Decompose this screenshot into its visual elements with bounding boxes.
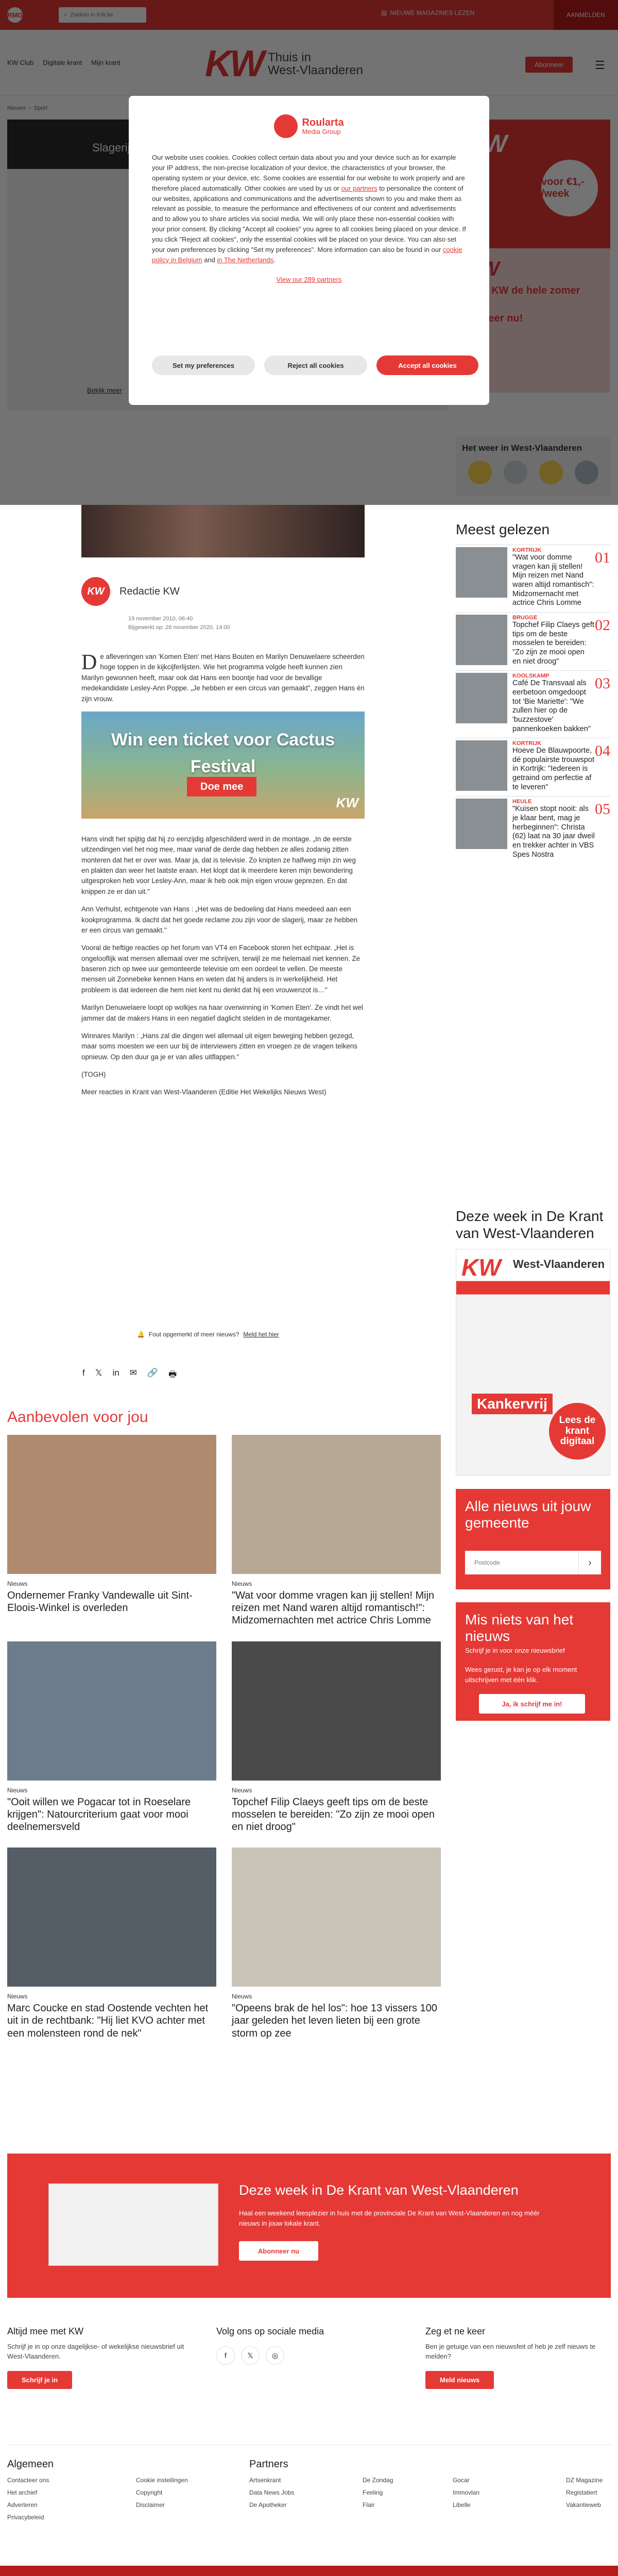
footer-link[interactable]: Gocar — [453, 2477, 470, 2484]
most-read-thumb — [456, 547, 507, 598]
footer-link[interactable]: Cookie instellingen — [136, 2477, 188, 2484]
most-read-headline[interactable]: Topchef Filip Claeys geft tips om de beste mosselen te bereiden: "Zo zijn ze mooi open en niet droog" — [512, 620, 594, 666]
footer-subscribe-button[interactable]: Schrijf je in — [7, 2371, 72, 2389]
dropcap: D — [81, 651, 97, 674]
most-read-location: BRUGGE — [512, 614, 538, 621]
footer-link[interactable]: Disclaimer — [136, 2501, 165, 2509]
promo-title: Deze week in De Krant van West-Vlaanderen — [239, 2182, 519, 2198]
most-read-item[interactable] — [456, 612, 610, 670]
footer-tip-title: Zeg et ne keer — [425, 2326, 486, 2336]
cookie-overlay[interactable] — [0, 0, 618, 505]
recommended-image — [7, 1848, 216, 1987]
footer-newsletter-text: Schrijf je in op onze dagelijkse- of wekelijkse nieuwsbrief uit West-Vlaanderen. — [7, 2343, 184, 2360]
recommended-image — [7, 1641, 216, 1781]
linkedin-icon[interactable]: in — [112, 1368, 119, 1378]
recommended-category: Nieuws — [232, 1993, 252, 2001]
report-link[interactable]: Meld het hier — [243, 1331, 279, 1338]
footer-link[interactable]: Feeling — [363, 2489, 383, 2496]
report-news-button[interactable]: Meld nieuws — [425, 2371, 494, 2389]
footer-link[interactable]: De Zondag — [363, 2477, 393, 2484]
paragraph: Marilyn Denuwelaere loopt op wolkjes na haar overwinning in 'Komen Eten'. Ze vindt het wel jammer dat de makers Hans in een negatief daglicht stelden in de montagekamer. — [81, 1004, 363, 1022]
modal-logo-name: Roularta — [302, 116, 344, 128]
recommended-headline[interactable]: Topchef Filip Claeys geeft tips om de beste mosselen te bereiden: "Zo zijn ze mooi open en niet droog" — [232, 1796, 435, 1833]
social-icons — [216, 2346, 402, 2365]
cookie-policy-be-link[interactable]: cookie policy in Belgium — [152, 245, 462, 264]
paragraph — [81, 652, 365, 704]
footer-link[interactable]: Artsenkrant — [249, 2477, 281, 2484]
cookie-text — [152, 152, 466, 265]
most-read-location: KOOLSKAMP — [512, 673, 550, 680]
most-read-thumb — [456, 615, 507, 665]
updated-date: Bijgewerkt op: 26 november 2020, 14:00 — [128, 624, 230, 631]
most-read-item[interactable] — [456, 545, 610, 612]
article-dates — [128, 615, 230, 632]
most-read-list — [456, 545, 610, 863]
postcode-placeholder: Postcode — [474, 1559, 501, 1566]
mail-icon[interactable]: ✉ — [129, 1368, 137, 1378]
footer-link[interactable]: Privacybeleid — [7, 2514, 44, 2521]
x-icon[interactable]: 𝕏 — [241, 2346, 260, 2365]
recommended-headline[interactable]: "Wat voor domme vragen kan jij stellen! Mijn reizen met Nand waren altijd romantisch!": Midzomernachten met actrice Chris Lomme — [232, 1590, 435, 1626]
bell-icon: 🔔 — [137, 1331, 145, 1338]
cookie-buttons — [152, 355, 478, 375]
link-icon[interactable]: 🔗 — [147, 1368, 159, 1378]
facebook-icon[interactable]: f — [82, 1368, 85, 1378]
footer-link[interactable]: Immovlan — [453, 2489, 480, 2496]
footer-link[interactable]: Registatiert — [566, 2489, 597, 2496]
cactus-festival-ad[interactable] — [81, 711, 365, 819]
most-read-headline[interactable]: "Kuisen stopt nooit: als je klaar bent, mag je herbeginnen": Christa (62) laat na 30 jaar dweil en trekker achter in VBS Spes Nostra — [512, 805, 595, 859]
recommended-card[interactable] — [232, 1435, 441, 1627]
footer-link[interactable]: Copyright — [136, 2489, 163, 2496]
footer-links — [7, 2445, 611, 2521]
recommended-image — [7, 1435, 216, 1574]
most-read-rank: 01 — [595, 549, 610, 566]
recommended-headline[interactable]: "Ooit willen we Pogacar tot in Roeselare krijgen": Natourcriterium gaat voor mooi deelnemersveld — [7, 1796, 191, 1833]
recommended-category: Nieuws — [7, 1786, 28, 1794]
cookie-text-part1: Our website uses cookies. Cookies collect certain data about you and your device such as for example your IP address, the non-precise localization of your device, the characteristics of your browser, the operating system or your device, etc. Some cookies are essential for our website to work properly and are therefore placed automatically. Other cookies are used by us or — [152, 154, 465, 192]
article-body — [81, 652, 365, 1105]
published-date: 19 november 2010, 06:40 — [128, 616, 193, 622]
recommended-card[interactable] — [7, 1641, 216, 1834]
vendors-link[interactable]: View our 289 partners — [276, 275, 342, 283]
most-read-headline[interactable]: Hoeve De Blauwpoorte, dé populairste trouwspot in Kortrijk: "Iedereen is getraind om perfectie af te leveren" — [512, 747, 595, 791]
most-read-item[interactable] — [456, 670, 610, 738]
footer-link[interactable]: DZ Magazine — [566, 2477, 603, 2484]
recommended-category: Nieuws — [232, 1580, 252, 1587]
modal-logo-sub: Media Group — [302, 127, 341, 135]
recommended-title: Aanbevolen voor jou — [7, 1409, 148, 1426]
most-read-location: HEULE — [512, 799, 532, 805]
paragraph: Hans vindt het spijtig dat hij zo eenzijdig afgeschilderd werd in de montage. „In de eerste uitzendingen viel het nog mee, maar vanaf de derde dag hebben ze alles zodanig zitten monteren dat het er over was. Maar ja, dat is televisie. Zo knipten ze halfweg mijn zin weg en plakten dan weer het laatste eraan. Het klopt dat ik meerdere keren mijn bewondering uitgesproken heb voor Lesley-Ann, maar ik heb ook mijn eigen vrouw geprezen. En dat knippen ze er dan uit." — [81, 835, 356, 895]
recommended-category: Nieuws — [7, 1993, 28, 2001]
footer-columns — [7, 2326, 611, 2389]
most-read-item[interactable] — [456, 796, 610, 863]
author-name[interactable]: Redactie KW — [119, 585, 180, 597]
paragraph: Meer reacties in Krant van West-Vlaanderen (Editie Het Wekelijks Nieuws West) — [81, 1088, 327, 1096]
recommended-image — [232, 1848, 441, 1987]
most-read-rank: 02 — [595, 616, 610, 634]
recommended-category: Nieuws — [7, 1580, 28, 1587]
article-hero-image — [81, 505, 365, 557]
promo-cover-image — [48, 2183, 218, 2266]
most-read-headline[interactable]: Café De Transvaal als eerbetoon omgedoopt tot 'Bie Mariette': "We zullen hier op de 'buzzestove' pannenkoeken bakken" — [512, 679, 591, 733]
recommended-card[interactable] — [232, 1641, 441, 1834]
most-read-rank: 05 — [595, 801, 610, 818]
footer-general-title: Algemeen — [7, 2459, 54, 2470]
footer-newsletter-title: Altijd mee met KW — [7, 2326, 84, 2336]
footer-newsletter — [7, 2326, 193, 2389]
footer-social — [216, 2326, 402, 2389]
cookie-text-part2: to personalize the content of our websites, applications and communications and the advertisements shown to you and make them as relevant as possible, to measure the performance and effectiveness of our content and advertisements and to allow you to share articles via social media. We will only place these non-essential cookies with your prior consent. By clicking "Accept all cookies" you agree to all cookies being placed on your device. If you click "Reject all cookies", only the essential cookies will be placed on your device. You can also set your own preferences by clicking "Set my preferences". More information can also be found in our — [152, 184, 466, 253]
recommended-headline[interactable]: Marc Coucke en stad Oostende vechten het uit in de rechtbank: "Hij liet KVO achter met een molensteen rond de nek" — [7, 2003, 209, 2039]
recommended-image — [232, 1435, 441, 1574]
roularta-logo-icon — [274, 114, 298, 138]
reject-all-button[interactable]: Reject all cookies — [264, 355, 367, 375]
cactus-ad-logo: KW — [336, 795, 358, 811]
cookie-modal — [129, 96, 489, 405]
cover-title: West-Vlaanderen — [513, 1258, 605, 1270]
most-read-thumb — [456, 740, 507, 791]
most-read-headline[interactable]: "Wat voor domme vragen kan jij stellen! Mijn reizen met Nand waren altijd romantisch": Midzomernacht met actrice Chris Lomme — [512, 553, 594, 607]
author-avatar: KW — [81, 577, 110, 606]
recommended-card[interactable] — [7, 1848, 216, 2040]
gemeente-title: Alle nieuws uit jouw gemeente — [465, 1498, 591, 1531]
newsletter-box — [456, 1602, 610, 1721]
paragraph: (TOGH) — [81, 1071, 106, 1078]
paragraph-text: e afleveringen van 'Komen Eten' met Hans Bouten en Marilyn Denuwelaere scheerden hoge toppen in de kijkcijferlijsten. Wie het programma volgde heeft kunnen zien Marilyn gewonnen heeft, maar ook dat Hans een boontje had voor de bevallige medekandidate Lesley-Ann Poppe. „Je hebben er een circus van gemaakt", zeggen Hans én zijn vrouw. — [81, 653, 365, 703]
accept-all-button[interactable]: Accept all cookies — [376, 355, 478, 375]
krant-cover[interactable] — [456, 1249, 610, 1476]
recommended-image — [232, 1641, 441, 1781]
author-block — [81, 577, 180, 606]
most-read-title: Meest gelezen — [456, 521, 550, 537]
cover-kw-logo: KW — [461, 1254, 501, 1281]
paragraph: Ann Verhulst, echtgenote van Hans : „Het was de bedoeling dat Hans meedeed aan een kookprogramma. Ik dacht dat het goede reclame zou zijn voor de slagerij, maar ze hebben er een circus van gemaakt." — [81, 905, 357, 934]
paragraph: Vooral de heftige reacties op het forum van VT4 en Facebook storen het echtpaar. „Het is ongelooflijk wat mensen allemaal over me schrijven, terwijl ze me helemaal niet kennen. Ze baseren zich op twee uur gemonteerde televisie om een oordeel te vellen. De meeste mensen uit Zonnebeke kennen Hans en weten dat hij anders is in werkelijkheid. Het probleem is dat iedereen die hem niet kent nu denkt dat hij een vrouwenzot is…" — [81, 944, 360, 994]
roularta-modal-logo — [152, 114, 466, 138]
most-read-thumb — [456, 673, 507, 723]
recommended-grid — [7, 1435, 441, 2040]
footer-link[interactable]: Adverteren — [7, 2501, 38, 2509]
bottom-bar — [0, 2566, 618, 2576]
recommended-headline[interactable]: "Opeens brak de hel los": hoe 13 vissers 100 jaar geleden het leven lieten bij een grote storm op zee — [232, 2003, 437, 2039]
cover-headline: Kankervrij — [472, 1394, 553, 1414]
newsletter-subtitle: Schrijf je in voor onze nieuwsbrief — [465, 1647, 565, 1655]
footer-link-grid — [7, 2477, 611, 2521]
krant-title: Deze week in De Krant van West-Vlaanderen — [456, 1208, 604, 1242]
report-text: Fout opgemerkt of meer nieuws? — [148, 1331, 239, 1338]
paragraph: Winnares Marilyn : „Hans zal die dingen wel allemaal uit eigen beweging hebben gezegd, maar soms moesten we een uur bij de interviewers zitten en vroegen ze de vragen telkens opnieuw. Op den duur ga je er van alles uitflappen." — [81, 1031, 357, 1061]
recommended-card[interactable] — [7, 1435, 216, 1627]
krant-promo — [7, 2154, 611, 2298]
footer-link[interactable]: Contacteer ons — [7, 2477, 49, 2484]
instagram-icon[interactable]: ◎ — [266, 2346, 284, 2365]
print-icon[interactable]: 🖶 — [168, 1369, 177, 1379]
cookie-policy-nl-link[interactable]: in The Netherlands — [217, 256, 274, 264]
recommended-card[interactable] — [232, 1848, 441, 2040]
footer-social-title: Volg ons op sociale media — [216, 2326, 324, 2336]
partners-link[interactable]: our partners — [341, 184, 377, 192]
footer-link[interactable]: Vakantieweb — [566, 2501, 601, 2509]
footer-link[interactable]: De Apotheker — [249, 2501, 287, 2509]
footer-link[interactable]: Libelle — [453, 2501, 471, 2509]
footer-tip-text: Ben je getuige van een nieuwsfeit of heb je zelf nieuws te melden? — [425, 2343, 596, 2360]
most-read-item[interactable] — [456, 738, 610, 796]
cookie-text-part4: . — [273, 256, 276, 264]
footer-link[interactable]: Flair — [363, 2501, 375, 2509]
facebook-icon[interactable]: f — [216, 2346, 235, 2365]
promo-subscribe-button[interactable]: Abonneer nu — [239, 2241, 318, 2261]
cookie-text-part3: and — [202, 256, 217, 264]
share-bar — [82, 1368, 177, 1383]
gemeente-box — [456, 1489, 610, 1589]
footer-link[interactable]: Data News Jobs — [249, 2489, 295, 2496]
most-read-rank: 04 — [595, 742, 610, 760]
newsletter-text: Wees gerust, je kan je op elk moment uitschrijven met één klik. — [465, 1666, 577, 1684]
postcode-input[interactable] — [465, 1551, 601, 1574]
report-error — [137, 1331, 279, 1338]
recommended-category: Nieuws — [232, 1786, 252, 1794]
cactus-ad-button[interactable]: Doe mee — [187, 777, 256, 796]
most-read-thumb — [456, 799, 507, 849]
set-preferences-button[interactable]: Set my preferences — [152, 355, 255, 375]
chevron-right-icon[interactable]: › — [578, 1551, 601, 1574]
read-digital-badge[interactable]: Lees de krant digitaal — [549, 1403, 606, 1460]
promo-text: Haal een weekend leesplezier in huis met de provinciale De Krant van West-Vlaanderen en nog méér nieuws in jouw lokale krant. — [239, 2209, 540, 2227]
most-read-location: KORTRIJK — [512, 740, 542, 747]
newsletter-title: Mis niets van het nieuws — [465, 1612, 574, 1645]
x-icon[interactable]: 𝕏 — [95, 1368, 102, 1378]
most-read-location: KORTRIJK — [512, 547, 542, 553]
recommended-headline[interactable]: Ondernemer Franky Vandewalle uit Sint-Eloois-Winkel is overleden — [7, 1590, 193, 1614]
footer-tip — [425, 2326, 611, 2389]
footer-link[interactable]: Het archief — [7, 2489, 38, 2496]
newsletter-subscribe-button[interactable]: Ja, ik schrijf me in! — [479, 1694, 585, 1714]
most-read-rank: 03 — [595, 675, 610, 692]
footer-partners-title: Partners — [249, 2459, 288, 2470]
cactus-ad-title: Win een ticket voor Cactus Festival — [111, 730, 335, 776]
